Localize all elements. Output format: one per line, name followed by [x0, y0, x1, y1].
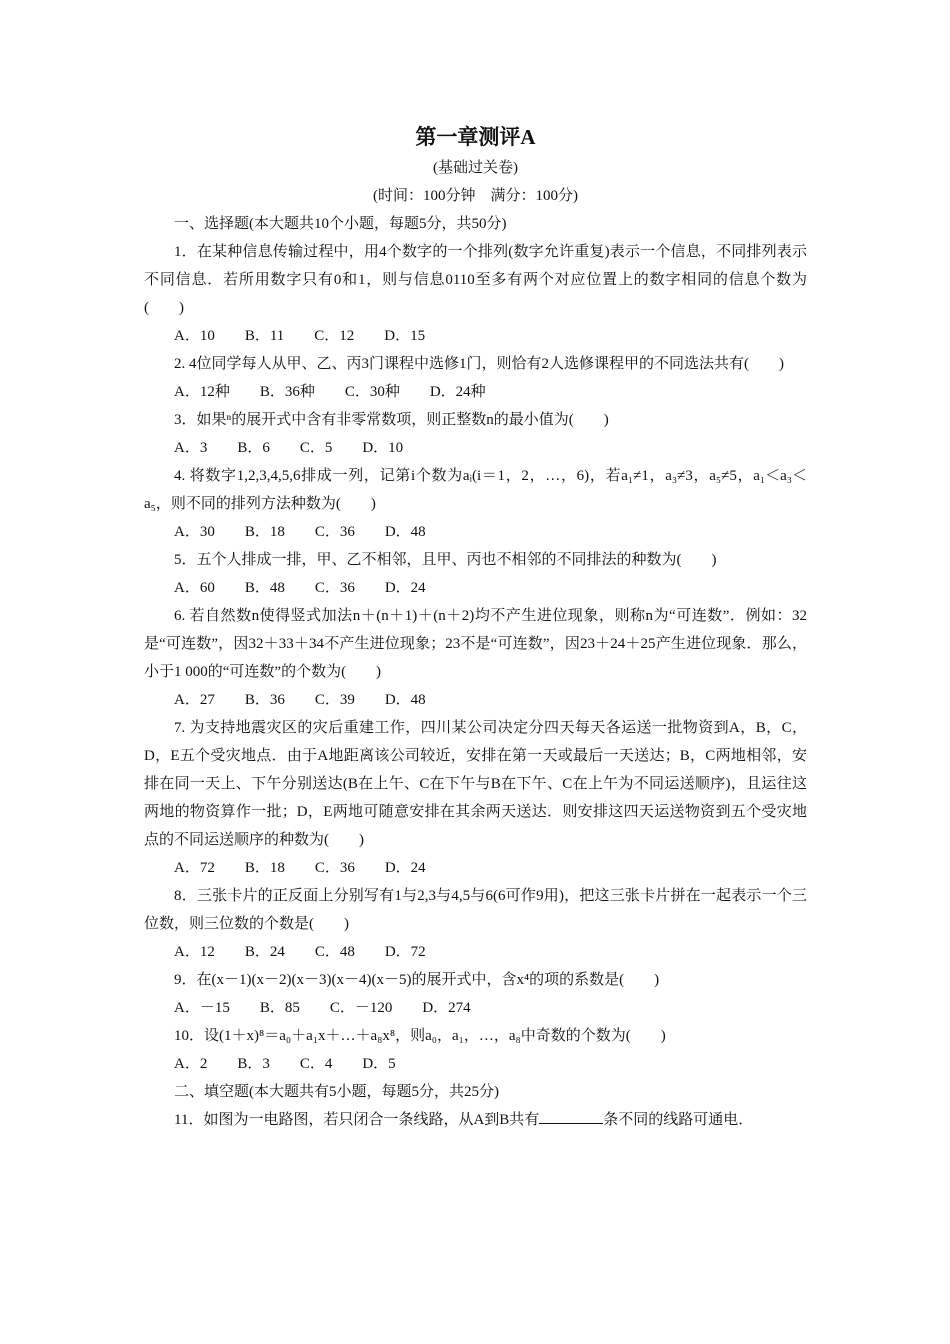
question-3: 3．如果ⁿ的展开式中含有非零常数项，则正整数n的最小值为( ) — [174, 412, 609, 428]
question-7-options: A．72 B．18 C．36 D．24 — [174, 860, 426, 876]
question-4: 4. 将数字1,2,3,4,5,6排成一列，记第i个数为aᵢ(i＝1，2，…，6)，若a₁≠1，a₃≠3，a₅≠5，a₁＜a₃＜a₅，则不同的排列方法种数为( ) — [144, 468, 807, 512]
page-title: 第一章测评A — [415, 125, 536, 149]
question-2-options: A．12种 B．36种 C．30种 D．24种 — [174, 384, 486, 400]
question-1-options: A．10 B．11 C．12 D．15 — [174, 328, 426, 344]
question-11-text-after: 条不同的线路可通电． — [603, 1112, 754, 1128]
exam-meta: (时间：100分钟 满分：100分) — [373, 188, 578, 204]
question-8-options: A．12 B．24 C．48 D．72 — [174, 944, 426, 960]
question-6-options: A．27 B．36 C．39 D．48 — [174, 692, 426, 708]
section-heading-fill: 二、填空题(本大题共有5小题，每题5分，共25分) — [174, 1084, 499, 1100]
document-page — [144, 120, 807, 1134]
question-7: 7. 为支持地震灾区的灾后重建工作，四川某公司决定分四天每天各运送一批物资到A，B，C，D，E五个受灾地点．由于A地距离该公司较近，安排在第一天或最后一天送达；B，C两地相邻，安排在同一天上、下午分别送达(B在上午、C在下午与B在下午、C在上午为不同运送顺序)，且运往这两地的物资算作一批；D，E两地可随意安排在其余两天送达．则安排这四天运送物资到五个受灾地点的不同运送顺序的种数为( ) — [144, 720, 807, 848]
question-3-options: A．3 B．6 C．5 D．10 — [174, 440, 404, 456]
question-11 — [144, 1106, 807, 1134]
question-8: 8．三张卡片的正反面上分别写有1与2,3与4,5与6(6可作9用)，把这三张卡片拼在一起表示一个三位数，则三位数的个数是( ) — [144, 888, 807, 932]
answer-blank[interactable] — [539, 1109, 603, 1124]
question-10-options: A．2 B．3 C．4 D．5 — [174, 1056, 396, 1072]
question-4-options: A．30 B．18 C．36 D．48 — [174, 524, 426, 540]
question-9-options: A．－15 B．85 C．－120 D．274 — [174, 1000, 471, 1016]
question-9: 9．在(x－1)(x－2)(x－3)(x－4)(x－5)的展开式中，含x⁴的项的系数是( ) — [174, 972, 660, 988]
question-1: 1．在某种信息传输过程中，用4个数字的一个排列(数字允许重复)表示一个信息，不同排列表示不同信息．若所用数字只有0和1，则与信息0110至多有两个对应位置上的数字相同的信息个数为( ) — [144, 244, 807, 316]
question-5: 5．五个人排成一排，甲、乙不相邻，且甲、丙也不相邻的不同排法的种数为( ) — [174, 552, 717, 568]
question-5-options: A．60 B．48 C．36 D．24 — [174, 580, 426, 596]
question-6: 6. 若自然数n使得竖式加法n＋(n＋1)＋(n＋2)均不产生进位现象，则称n为“可连数”．例如：32是“可连数”，因32＋33＋34不产生进位现象；23不是“可连数”，因23＋24＋25产生进位现象．那么，小于1 000的“可连数”的个数为( ) — [144, 608, 807, 680]
section-heading-choice: 一、选择题(本大题共10个小题，每题5分，共50分) — [174, 216, 507, 232]
question-10: 10．设(1＋x)⁸＝a₀＋a₁x＋…＋a₈x⁸，则a₀，a₁，…，a₈中奇数的个数为( ) — [174, 1028, 666, 1044]
page-subtitle: (基础过关卷) — [433, 160, 518, 176]
question-11-text-before: 11．如图为一电路图，若只闭合一条线路，从A到B共有 — [174, 1112, 540, 1128]
question-2: 2. 4位同学每人从甲、乙、丙3门课程中选修1门，则恰有2人选修课程甲的不同选法共有( ) — [174, 356, 784, 372]
